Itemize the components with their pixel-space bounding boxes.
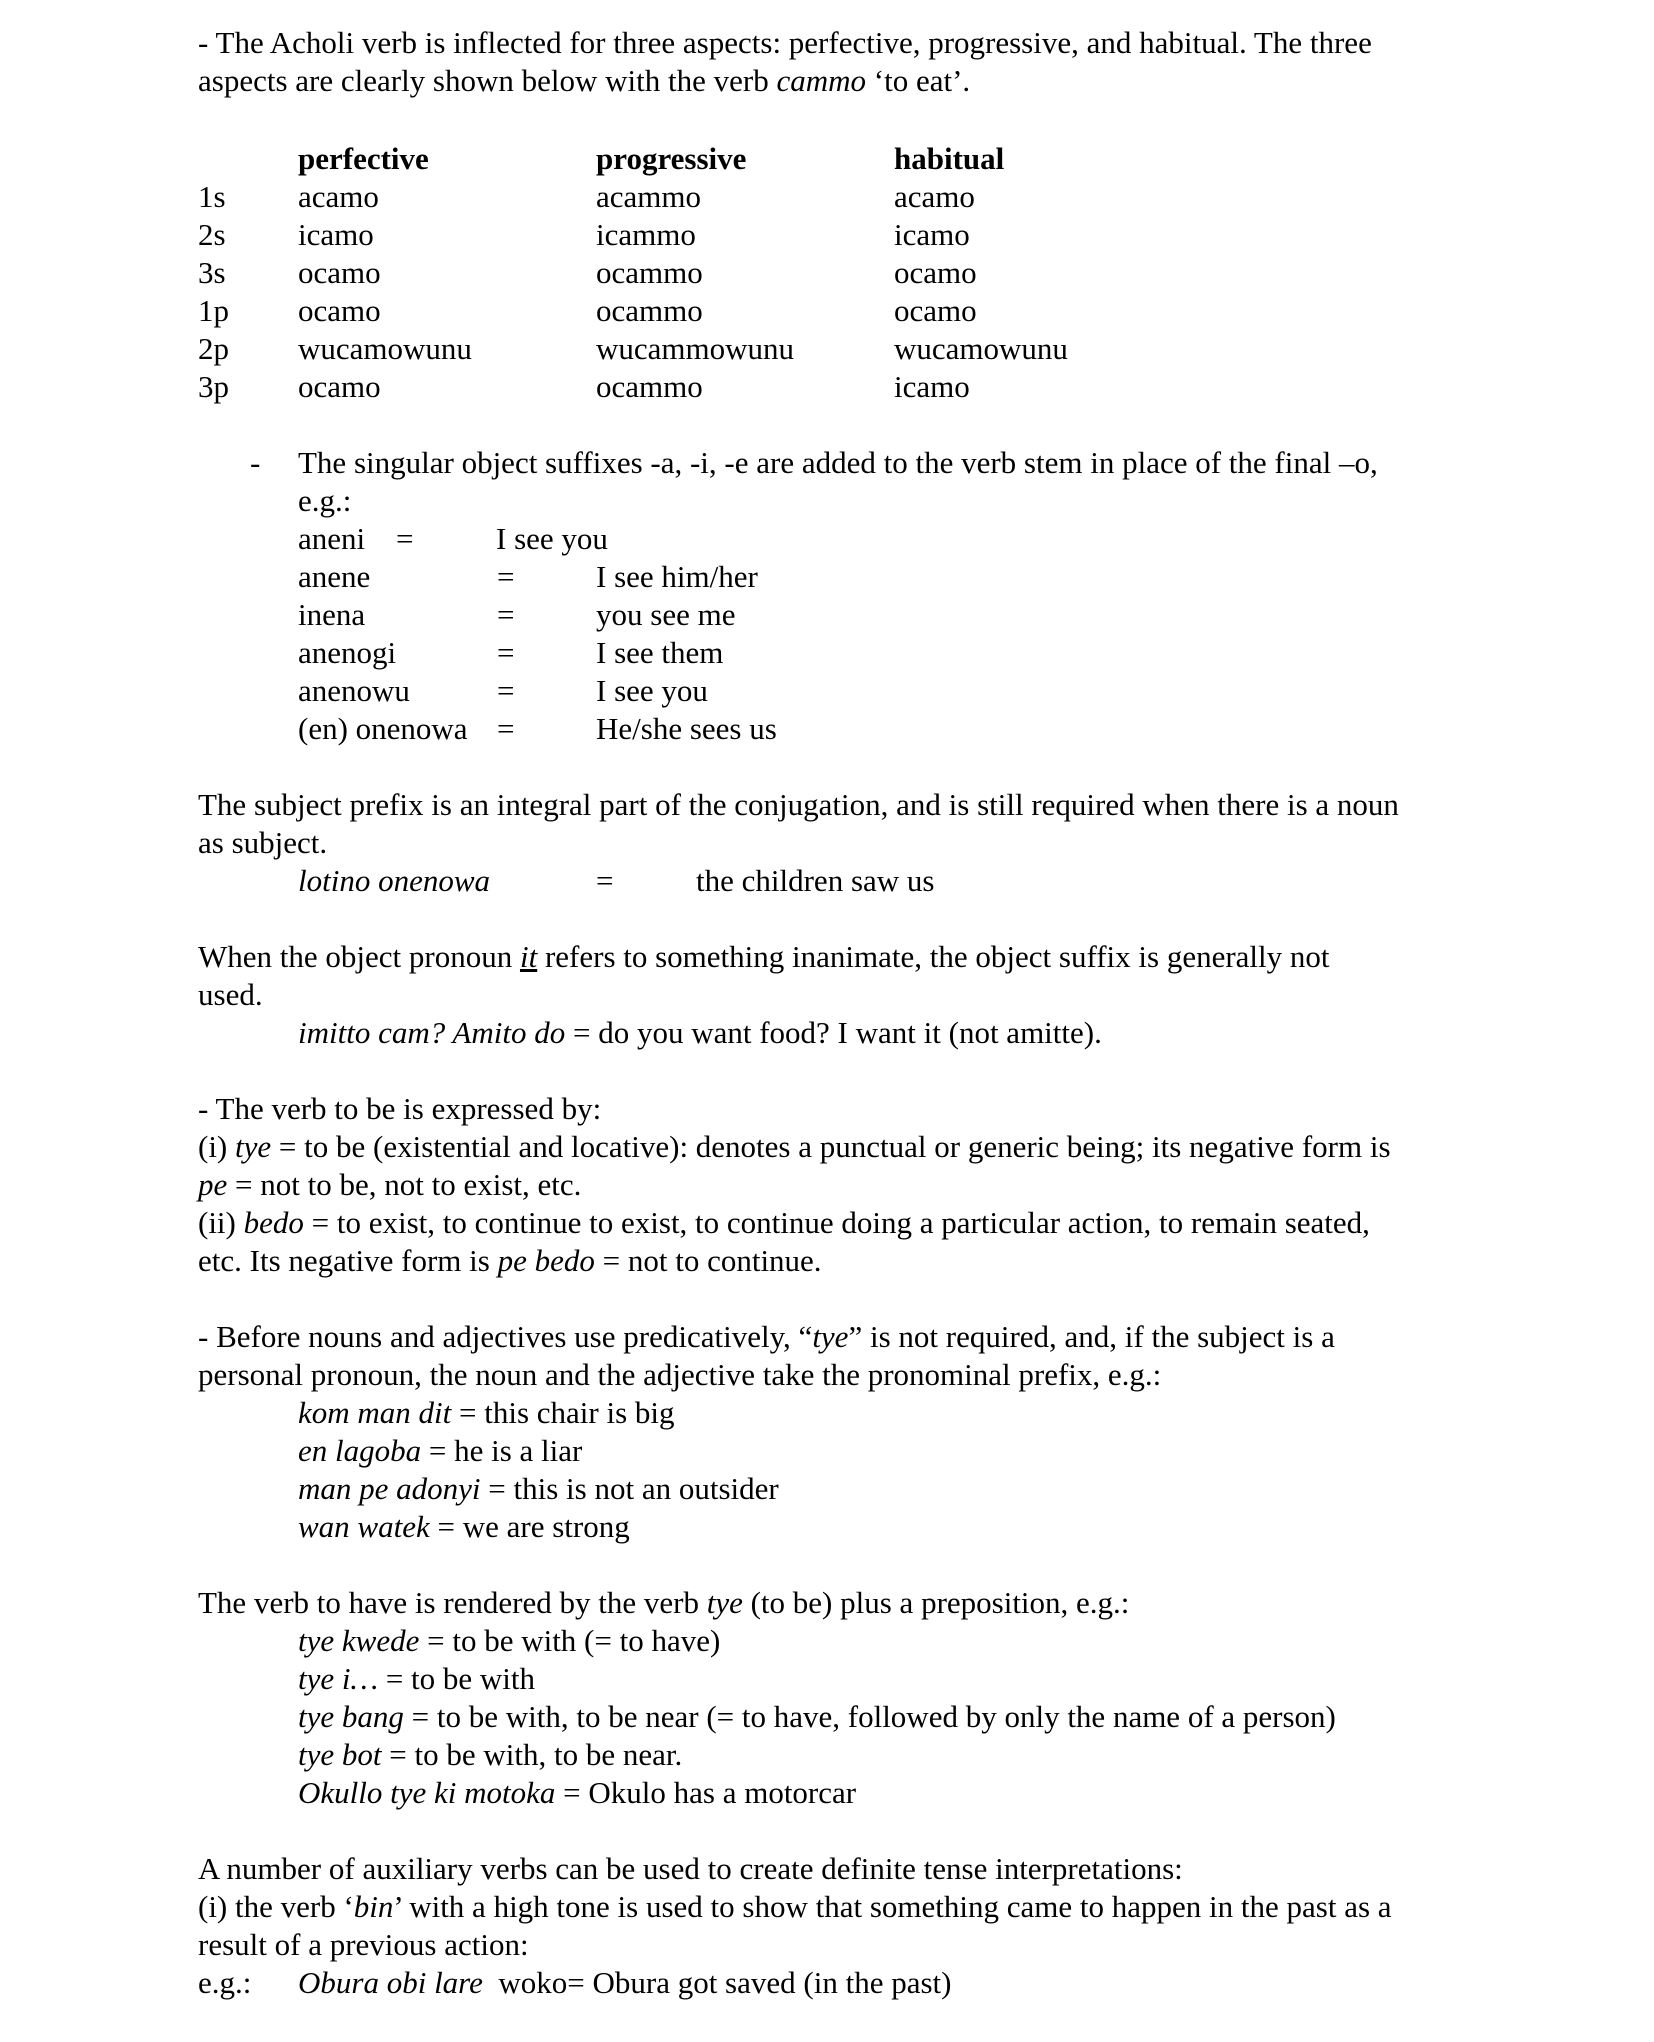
inanimate-line-1: When the object pronoun it refers to something inanimate, the object suffix is generally not bbox=[198, 939, 1330, 974]
auxiliary-line-2: (i) the verb ‘bin’ with a high tone is used to show that something came to happen in the past as a bbox=[198, 1889, 1392, 1924]
example-meaning: I see you bbox=[596, 673, 708, 708]
example-row bbox=[0, 558, 1654, 596]
habitual-cell: icamo bbox=[894, 369, 970, 404]
progressive-cell: wucammowunu bbox=[596, 331, 795, 366]
table-row bbox=[0, 330, 1654, 368]
table-row bbox=[0, 254, 1654, 292]
example-term: anenogi bbox=[298, 635, 397, 670]
object-suffixes-line-1: The singular object suffixes -a, -i, -e are added to the verb stem in place of the final –o, bbox=[298, 445, 1378, 480]
to-have-line-1: The verb to have is rendered by the verb tye (to be) plus a preposition, e.g.: bbox=[198, 1585, 1130, 1620]
person-cell: 3s bbox=[198, 255, 226, 290]
person-cell: 1s bbox=[198, 179, 226, 214]
example-term: anene bbox=[298, 559, 371, 594]
inanimate-example: imitto cam? Amito do = do you want food? I want it (not amitte). bbox=[298, 1015, 1102, 1050]
table-header-row bbox=[0, 140, 1654, 178]
example-term: aneni bbox=[298, 521, 366, 556]
perfective-cell: wucamowunu bbox=[298, 331, 472, 366]
equals-sign: = bbox=[497, 711, 515, 746]
column-header-perfective: perfective bbox=[298, 141, 429, 176]
predicative-line-1: - Before nouns and adjectives use predicatively, “tye” is not required, and, if the subject is a bbox=[198, 1319, 1335, 1354]
perfective-cell: ocamo bbox=[298, 255, 381, 290]
habitual-cell: ocamo bbox=[894, 293, 977, 328]
example-row bbox=[0, 1964, 1654, 2002]
progressive-cell: acammo bbox=[596, 179, 702, 214]
example-row: tye bot = to be with, to be near. bbox=[298, 1737, 683, 1772]
example-meaning: I see him/her bbox=[596, 559, 758, 594]
example-meaning: the children saw us bbox=[696, 863, 935, 898]
to-be-line-2: (i) tye = to be (existential and locative): denotes a punctual or generic being; its negative form is bbox=[198, 1129, 1391, 1164]
subject-prefix-line-2: as subject. bbox=[198, 825, 328, 860]
progressive-cell: icammo bbox=[596, 217, 696, 252]
auxiliary-line-3: result of a previous action: bbox=[198, 1927, 529, 1962]
example-row: tye bang = to be with, to be near (= to have, followed by only the name of a person) bbox=[298, 1699, 1336, 1734]
perfective-cell: ocamo bbox=[298, 293, 381, 328]
column-header-progressive: progressive bbox=[596, 141, 747, 176]
to-be-line-4: (ii) bedo = to exist, to continue to exist, to continue doing a particular action, to remain seated, bbox=[198, 1205, 1370, 1240]
example-row bbox=[0, 862, 1654, 900]
subject-prefix-line-1: The subject prefix is an integral part of the conjugation, and is still required when there is a noun bbox=[198, 787, 1399, 822]
table-row bbox=[0, 292, 1654, 330]
equals-sign: = bbox=[497, 673, 515, 708]
example-row: tye kwede = to be with (= to have) bbox=[298, 1623, 721, 1658]
example-text: Obura obi lare woko= Obura got saved (in the past) bbox=[298, 1965, 952, 2000]
perfective-cell: acamo bbox=[298, 179, 379, 214]
inanimate-line-2: used. bbox=[198, 977, 263, 1012]
example-term: anenowu bbox=[298, 673, 410, 708]
predicative-intro bbox=[198, 1318, 1498, 1394]
person-cell: 1p bbox=[198, 293, 229, 328]
column-header-habitual: habitual bbox=[894, 141, 1005, 176]
equals-sign: = bbox=[497, 597, 515, 632]
example-row: en lagoba = he is a liar bbox=[298, 1433, 583, 1468]
example-row bbox=[0, 634, 1654, 672]
example-meaning: you see me bbox=[596, 597, 736, 632]
to-be-line-1: - The verb to be is expressed by: bbox=[198, 1091, 602, 1126]
habitual-cell: ocamo bbox=[894, 255, 977, 290]
equals-sign: = bbox=[396, 521, 414, 556]
person-cell: 2s bbox=[198, 217, 226, 252]
equals-sign: = bbox=[497, 559, 515, 594]
progressive-cell: ocammo bbox=[596, 369, 703, 404]
example-row bbox=[0, 596, 1654, 634]
table-row bbox=[0, 368, 1654, 406]
person-cell: 2p bbox=[198, 331, 229, 366]
bullet-dash: - bbox=[250, 445, 261, 480]
example-meaning: I see them bbox=[596, 635, 724, 670]
example-row: kom man dit = this chair is big bbox=[298, 1395, 675, 1430]
table-row bbox=[0, 178, 1654, 216]
example-row: man pe adonyi = this is not an outsider bbox=[298, 1471, 779, 1506]
object-suffixes-line-2: e.g.: bbox=[298, 483, 352, 518]
auxiliary-line-1: A number of auxiliary verbs can be used to create definite tense interpretations: bbox=[198, 1851, 1183, 1886]
equals-sign: = bbox=[497, 635, 515, 670]
progressive-cell: ocammo bbox=[596, 293, 703, 328]
predicative-examples bbox=[298, 1394, 1498, 1546]
habitual-cell: icamo bbox=[894, 217, 970, 252]
to-have-examples bbox=[298, 1622, 1498, 1812]
auxiliary-intro bbox=[198, 1850, 1498, 1964]
perfective-cell: icamo bbox=[298, 217, 374, 252]
verb-to-be-section bbox=[198, 1090, 1498, 1280]
habitual-cell: wucamowunu bbox=[894, 331, 1068, 366]
intro-paragraph bbox=[198, 24, 1498, 100]
habitual-cell: acamo bbox=[894, 179, 975, 214]
example-row bbox=[0, 520, 1654, 558]
equals-sign: = bbox=[596, 863, 614, 898]
intro-line-2: aspects are clearly shown below with the verb cammo ‘to eat’. bbox=[198, 63, 971, 98]
to-be-line-3: pe = not to be, not to exist, etc. bbox=[198, 1167, 582, 1202]
person-cell: 3p bbox=[198, 369, 229, 404]
example-meaning: He/she sees us bbox=[596, 711, 777, 746]
verb-term: cammo bbox=[776, 63, 867, 98]
intro-line-1: - The Acholi verb is inflected for three aspects: perfective, progressive, and habitual. The three bbox=[198, 25, 1372, 60]
example-meaning: I see you bbox=[496, 521, 608, 556]
example-term: inena bbox=[298, 597, 366, 632]
progressive-cell: ocammo bbox=[596, 255, 703, 290]
example-row bbox=[0, 710, 1654, 748]
perfective-cell: ocamo bbox=[298, 369, 381, 404]
example-row: Okullo tye ki motoka = Okulo has a motorcar bbox=[298, 1775, 857, 1810]
example-term: (en) onenowa bbox=[298, 711, 468, 746]
example-row: wan watek = we are strong bbox=[298, 1509, 630, 1544]
example-row bbox=[0, 672, 1654, 710]
predicative-line-2: personal pronoun, the noun and the adjective take the pronominal prefix, e.g.: bbox=[198, 1357, 1162, 1392]
table-row bbox=[0, 216, 1654, 254]
example-label: e.g.: bbox=[198, 1965, 252, 2000]
to-be-line-5: etc. Its negative form is pe bedo = not to continue. bbox=[198, 1243, 822, 1278]
example-row: tye i… = to be with bbox=[298, 1661, 536, 1696]
example-term: lotino onenowa bbox=[298, 863, 491, 898]
underlined-it: it bbox=[519, 939, 538, 974]
